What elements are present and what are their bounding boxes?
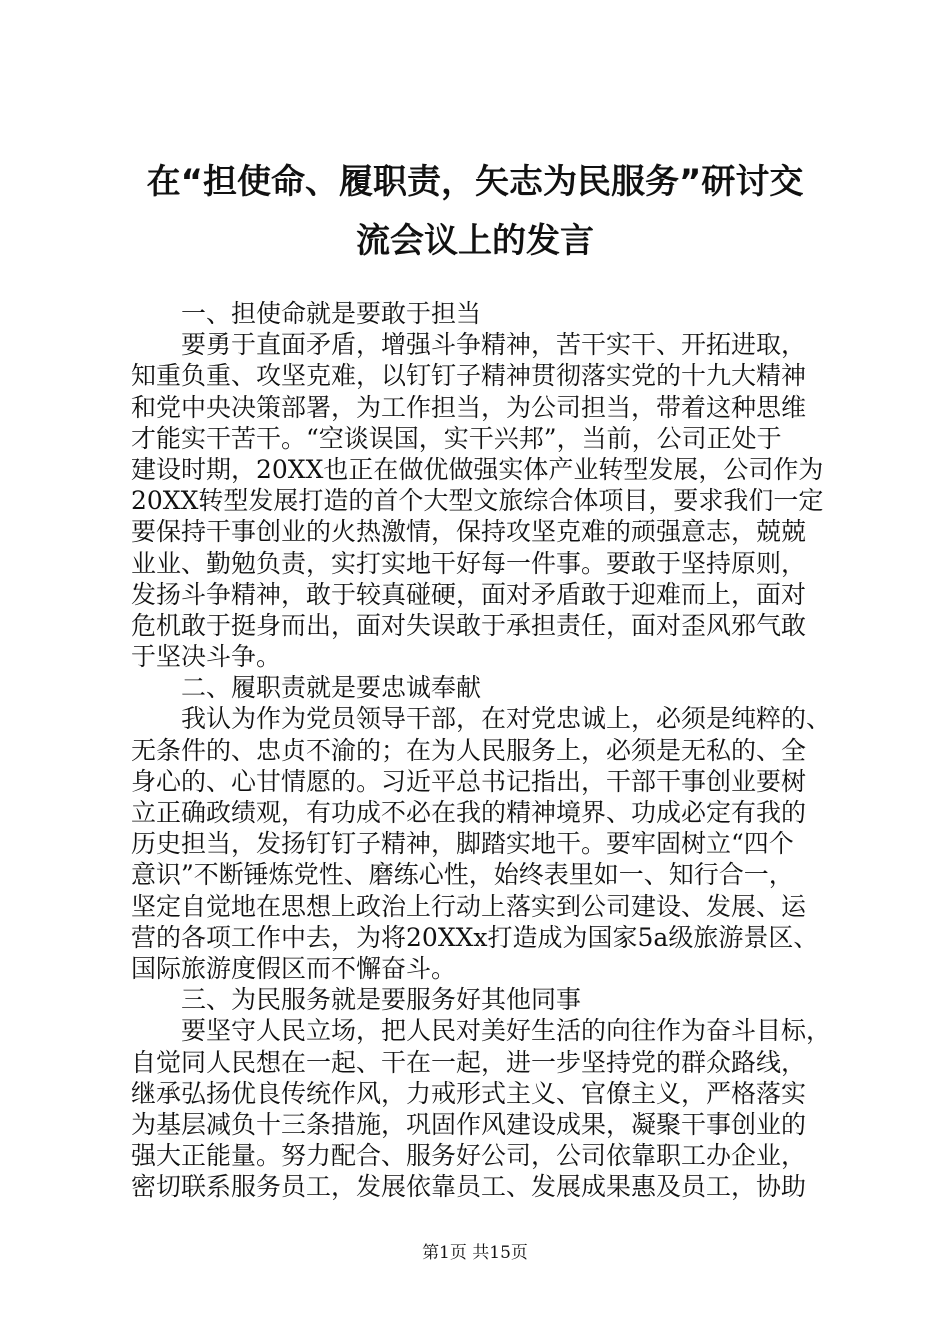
- document-body: [131, 298, 833, 1202]
- body-line: 坚定自觉地在思想上政治上行动上落实到公司建设、发展、运: [131, 891, 807, 921]
- page-footer: 第1页 共15页: [422, 1243, 528, 1263]
- body-line: 要坚守人民立场，把人民对美好生活的向往作为奋斗目标，: [131, 1016, 832, 1046]
- document-title-line-1: 在“担使命、履职责，矢志为民服务”研讨交: [146, 162, 804, 202]
- body-line: 建设时期，20XX也正在做优做强实体产业转型发展，公司作为: [131, 454, 824, 484]
- body-line: 三、为民服务就是要服务好其他同事: [131, 985, 582, 1015]
- body-line: 意识”不断锤炼党性、磨练心性，始终表里如一、知行合一，: [131, 860, 794, 890]
- body-line: 国际旅游度假区而不懈奋斗。: [131, 953, 457, 983]
- body-line: 才能实干苦干。“空谈误国，实干兴邦”，当前，公司正处于: [131, 423, 782, 453]
- body-line: 身心的、心甘情愿的。习近平总书记指出，干部干事创业要树: [131, 766, 807, 796]
- body-line: 二、履职责就是要忠诚奉献: [131, 673, 482, 703]
- body-line: 要勇于直面矛盾，增强斗争精神，苦干实干、开拓进取，: [131, 330, 807, 360]
- body-line: 20XX转型发展打造的首个大型文旅综合体项目，要求我们一定: [131, 486, 824, 516]
- body-line: 和党中央决策部署，为工作担当，为公司担当，带着这种思维: [131, 392, 807, 422]
- body-line: 无条件的、忠贞不渝的；在为人民服务上，必须是无私的、全: [131, 735, 807, 765]
- body-line: 历史担当，发扬钉钉子精神，脚踏实地干。要牢固树立“四个: [131, 829, 794, 859]
- body-line: 业业、勤勉负责，实打实地干好每一件事。要敢于坚持原则，: [131, 548, 807, 578]
- body-line: 于坚决斗争。: [131, 642, 282, 672]
- body-line: 强大正能量。努力配合、服务好公司，公司依靠职工办企业，: [131, 1141, 807, 1171]
- body-line: 营的各项工作中去，为将20XXx打造成为国家5a级旅游景区、: [131, 922, 819, 952]
- body-line: 为基层减负十三条措施，巩固作风建设成果，凝聚干事创业的: [131, 1109, 807, 1139]
- body-line: 我认为作为党员领导干部，在对党忠诚上，必须是纯粹的、: [131, 704, 832, 734]
- body-line: 立正确政绩观，有功成不必在我的精神境界、功成必定有我的: [131, 798, 807, 827]
- body-line: 发扬斗争精神，敢于较真碰硬，面对矛盾敢于迎难而上，面对: [131, 579, 807, 609]
- body-line: 要保持干事创业的火热激情，保持攻坚克难的顽强意志，兢兢: [131, 517, 807, 547]
- body-line: 知重负重、攻坚克难，以钉钉子精神贯彻落实党的十九大精神: [131, 361, 807, 391]
- body-line: 危机敢于挺身而出，面对失误敢于承担责任，面对歪风邪气敢: [131, 610, 807, 640]
- document-title-line-2: 流会议上的发言: [356, 221, 594, 261]
- body-line: 自觉同人民想在一起、干在一起，进一步坚持党的群众路线，: [131, 1047, 807, 1077]
- body-line: 继承弘扬优良传统作风，力戒形式主义、官僚主义，严格落实: [131, 1078, 807, 1108]
- body-line: 一、担使命就是要敢于担当: [131, 299, 482, 328]
- body-line: 密切联系服务员工，发展依靠员工、发展成果惠及员工，协助: [131, 1172, 807, 1202]
